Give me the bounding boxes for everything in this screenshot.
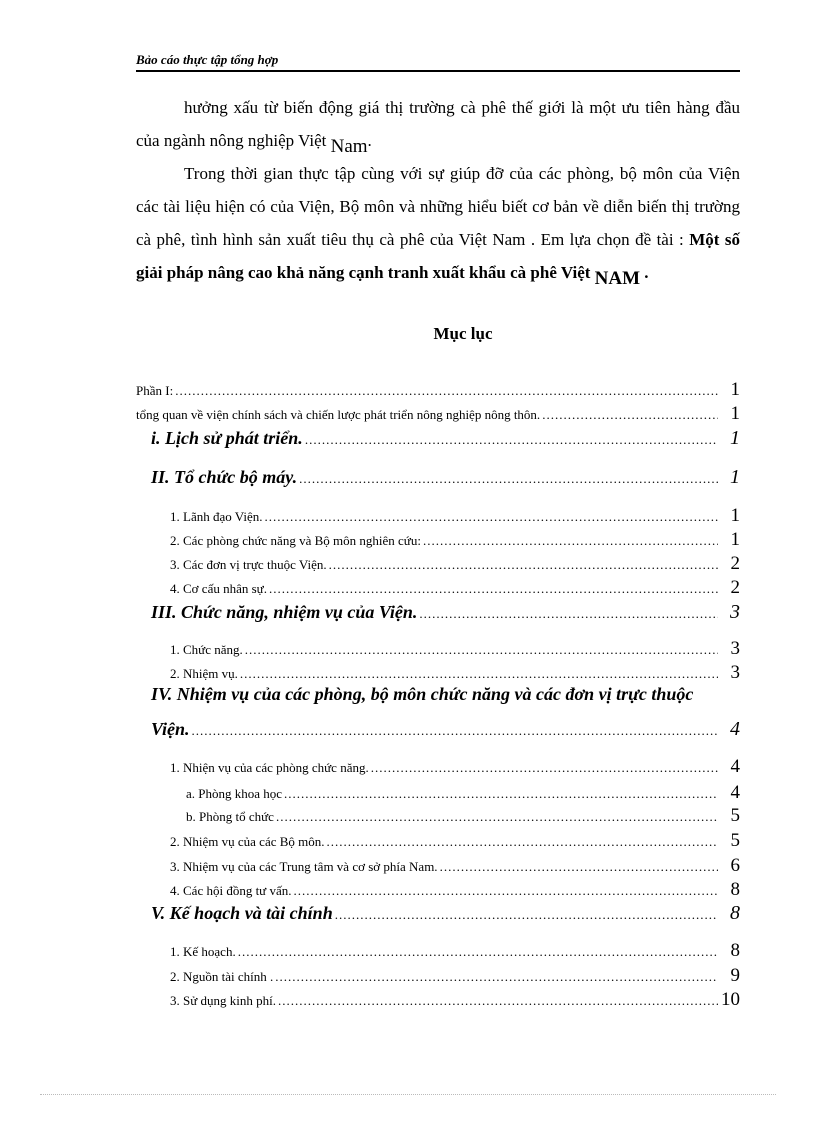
toc-entry-label: 1. Kế hoạch. — [170, 944, 236, 959]
paragraph-1-nam: Nam — [330, 136, 368, 157]
toc-leader — [276, 809, 718, 825]
toc-entry — [170, 756, 740, 778]
toc-leader — [329, 557, 718, 573]
toc-entry — [151, 601, 740, 624]
toc-entry — [170, 662, 740, 684]
toc-entry-page: 6 — [730, 855, 740, 876]
toc-entry — [186, 805, 740, 827]
toc-entry-label: V. Kế hoạch và tài chính — [151, 903, 333, 923]
toc-entry-page: 4 — [730, 718, 740, 740]
toc-entry-label: 3. Sử dụng kinh phí. — [170, 993, 276, 1008]
toc-entry — [151, 427, 740, 450]
toc-entry-label: b. Phòng tổ chức — [186, 809, 274, 824]
toc-entry — [170, 577, 740, 599]
toc-entry-page: 8 — [730, 940, 740, 961]
toc-entry — [170, 830, 740, 852]
toc-leader — [299, 471, 718, 487]
toc-leader — [327, 834, 718, 850]
toc-entry-page: 1 — [730, 529, 740, 550]
thesis-topic-tail: . — [640, 263, 649, 282]
toc-entry-label: Viện. — [151, 719, 190, 739]
toc-entry-page: 1 — [730, 427, 740, 449]
toc-entry — [170, 940, 740, 962]
toc-entry-label: 4. Các hội đồng tư vấn. — [170, 883, 292, 898]
toc-entry-page: 5 — [730, 805, 740, 826]
toc-entry-label: 1. Nhiện vụ của các phòng chức năng. — [170, 760, 369, 775]
toc-entry — [136, 403, 740, 425]
toc-entry-iv-heading: IV. Nhiệm vụ của các phòng, bộ môn chức năng và các đơn vị trực thuộc — [151, 684, 694, 704]
toc-leader — [423, 533, 718, 549]
toc-entry-page: 8 — [730, 879, 740, 900]
toc-entry-page: 1 — [730, 505, 740, 526]
toc-entry-page: 5 — [730, 830, 740, 851]
paragraph-1-text: hưởng xấu từ biến động giá thị trường cà phê thế giới là một ưu tiên hàng đầu của ngành nông nghiệp Việt — [136, 98, 740, 150]
toc-entry-page: 2 — [730, 553, 740, 574]
toc-entry — [170, 879, 740, 901]
toc-leader — [278, 993, 718, 1009]
toc-leader — [335, 907, 718, 923]
toc-entry-label: tổng quan về viện chính sách và chiến lược phát triển nông nghiệp nông thôn. — [136, 407, 541, 422]
toc-entry — [186, 782, 740, 804]
toc-entry-label: 2. Các phòng chức năng và Bộ môn nghiên cứu: — [170, 533, 421, 548]
toc-leader — [175, 383, 718, 399]
toc-entry-label: 2. Nhiệm vụ. — [170, 666, 238, 681]
toc-entry — [170, 855, 740, 877]
toc-entry-label: II. Tổ chức bộ máy. — [151, 467, 298, 487]
toc-entry-page: 3 — [730, 662, 740, 683]
toc-entry — [151, 466, 740, 489]
toc-entry-label: III. Chức năng, nhiệm vụ của Viện. — [151, 602, 418, 622]
toc-entry — [170, 965, 740, 987]
toc-entry — [151, 902, 740, 925]
toc-entry — [136, 379, 740, 401]
toc-entry — [170, 505, 740, 527]
toc-entry-page: 1 — [730, 466, 740, 488]
toc-entry-label: 2. Nguồn tài chính . — [170, 969, 274, 984]
toc-leader — [269, 581, 718, 597]
toc-entry-page: 4 — [730, 782, 740, 803]
paragraph-2 — [136, 157, 740, 295]
paragraph-1-tail: . — [367, 131, 372, 150]
toc-entry — [151, 718, 740, 741]
toc-entry-page: 8 — [730, 902, 740, 924]
toc-leader — [265, 509, 719, 525]
header-title: Bảo cáo thực tập tổng hợp — [136, 52, 279, 67]
toc-entry-page: 3 — [730, 638, 740, 659]
toc-entry — [170, 529, 740, 551]
thesis-topic: Một số giải pháp nâng cao khả năng cạnh tranh xuất khẩu cà phê Việt — [136, 230, 740, 282]
toc-leader — [192, 723, 718, 739]
paragraph-2-text: Trong thời gian thực tập cùng với sự giúp đỡ của các phòng, bộ môn của Viện các tài liệu hiện có của Viện, Bộ môn và những hiểu biết cơ bản về diễn biến thị trường cà phê, tình hình sản xuất tiêu thụ cà phê của Việt Nam . Em lựa chọn đề tài : — [136, 164, 740, 249]
toc-entry-page: 1 — [730, 379, 740, 400]
thesis-topic-nam: NAM — [594, 268, 641, 289]
toc-entry-page: 9 — [730, 965, 740, 986]
toc-entry-page: 10 — [721, 989, 740, 1010]
toc-leader — [440, 859, 718, 875]
toc-leader — [371, 760, 718, 776]
toc-leader — [245, 642, 718, 658]
paragraph-1 — [136, 91, 740, 163]
toc-entry-page: 2 — [730, 577, 740, 598]
toc-entry-label: a. Phòng khoa học — [186, 786, 283, 801]
toc-entry-label: 1. Lãnh đạo Viện. — [170, 509, 263, 524]
toc-entry — [170, 553, 740, 575]
toc-entry-label: Phần I: — [136, 383, 174, 398]
toc-entry-label: i. Lịch sử phát triển. — [151, 428, 303, 448]
toc-title: Mục lục — [433, 324, 493, 343]
toc-leader — [542, 407, 718, 423]
toc-entry — [170, 638, 740, 660]
toc-entry — [170, 989, 740, 1011]
toc-entry-label: 2. Nhiệm vụ của các Bộ môn. — [170, 834, 325, 849]
toc-leader — [305, 432, 718, 448]
toc-entry-label: 1. Chức năng. — [170, 642, 243, 657]
toc-leader — [275, 969, 718, 985]
toc-entry-page: 1 — [730, 403, 740, 424]
toc-leader — [419, 606, 718, 622]
toc-entry-label: 3. Các đơn vị trực thuộc Viện. — [170, 557, 327, 572]
toc-leader — [284, 786, 718, 802]
toc-entry-page: 3 — [730, 601, 740, 623]
toc-leader — [294, 883, 718, 899]
toc-leader — [238, 944, 718, 960]
page-bottom-divider — [40, 1094, 776, 1095]
toc-leader — [240, 666, 718, 682]
page-header — [136, 50, 740, 72]
toc-entry-label: 3. Nhiệm vụ của các Trung tâm và cơ sở phía Nam. — [170, 859, 438, 874]
toc-entry-label: 4. Cơ cấu nhân sự. — [170, 581, 267, 596]
toc-entry-page: 4 — [730, 756, 740, 777]
